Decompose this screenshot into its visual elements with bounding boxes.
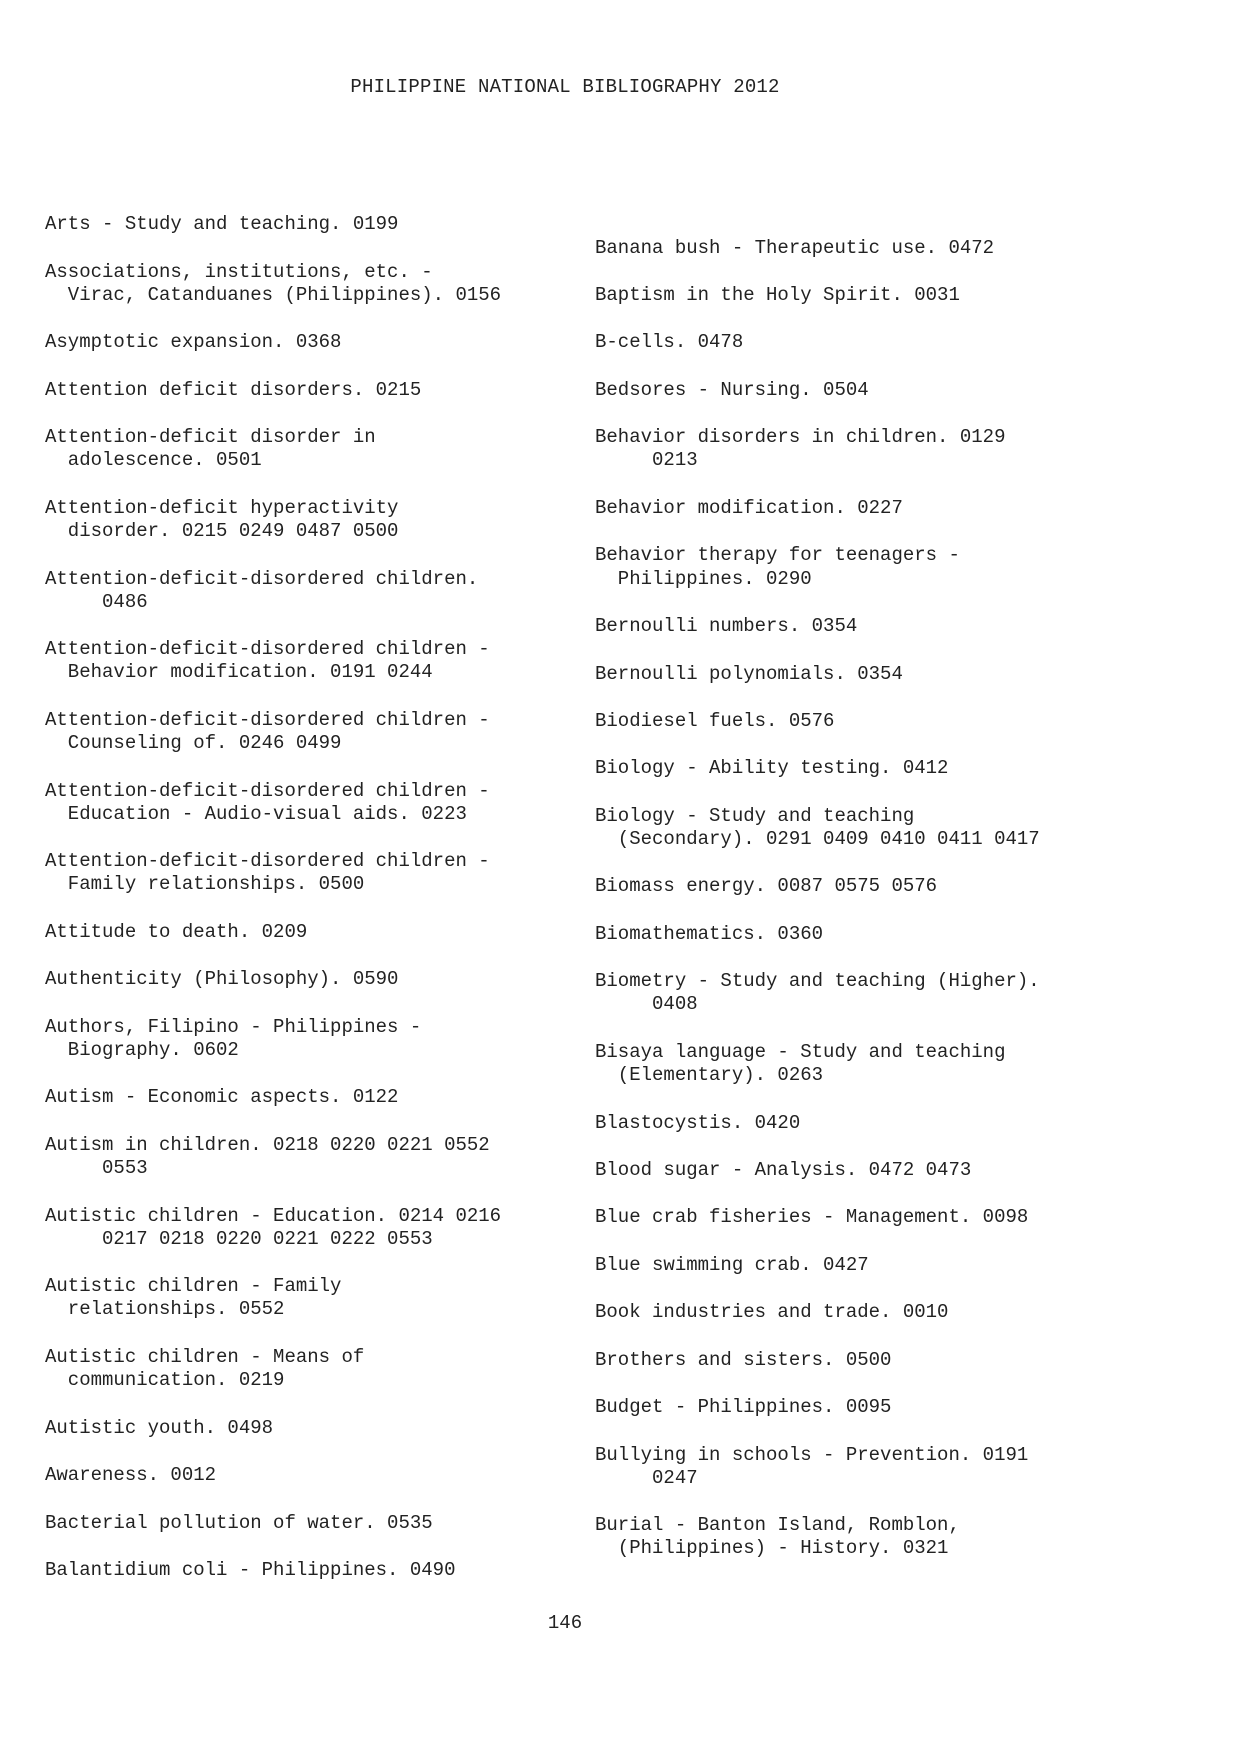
index-line: adolescence. 0501 — [45, 449, 262, 471]
index-line: 0247 — [595, 1467, 698, 1489]
index-line: Behavior disorders in children. 0129 — [595, 426, 1006, 448]
index-line: Asymptotic expansion. 0368 — [45, 331, 342, 353]
index-line: B-cells. 0478 — [595, 331, 744, 353]
index-line: Attention deficit disorders. 0215 — [45, 379, 422, 401]
index-line: Virac, Catanduanes (Philippines). 0156 — [45, 284, 502, 306]
index-line: Behavior modification. 0227 — [595, 497, 903, 519]
index-line: Bedsores - Nursing. 0504 — [595, 379, 869, 401]
index-line: Blastocystis. 0420 — [595, 1112, 801, 1134]
index-line: Bernoulli numbers. 0354 — [595, 615, 858, 637]
index-line: 0486 — [45, 591, 148, 613]
page-title: PHILIPPINE NATIONAL BIBLIOGRAPHY 2012 — [350, 76, 780, 98]
index-line: Banana bush - Therapeutic use. 0472 — [595, 237, 995, 259]
index-line: Behavior modification. 0191 0244 — [45, 661, 433, 683]
index-line: Autistic children - Means of — [45, 1346, 365, 1368]
index-line: Counseling of. 0246 0499 — [45, 732, 342, 754]
index-line: Balantidium coli - Philippines. 0490 — [45, 1559, 456, 1581]
index-line: Behavior therapy for teenagers - — [595, 544, 960, 566]
index-line: Bullying in schools - Prevention. 0191 — [595, 1444, 1029, 1466]
page-number: 146 — [547, 1612, 583, 1634]
index-line: Burial - Banton Island, Romblon, — [595, 1514, 960, 1536]
index-line: Authors, Filipino - Philippines - — [45, 1016, 422, 1038]
index-line: Bacterial pollution of water. 0535 — [45, 1512, 433, 1534]
index-line: relationships. 0552 — [45, 1298, 285, 1320]
index-line: Biography. 0602 — [45, 1039, 239, 1061]
index-line: Attention-deficit-disordered children - — [45, 709, 490, 731]
index-line: Autistic children - Education. 0214 0216 — [45, 1205, 502, 1227]
index-line: (Elementary). 0263 — [595, 1064, 824, 1086]
index-line: Attention-deficit-disordered children - — [45, 638, 490, 660]
index-line: Autism in children. 0218 0220 0221 0552 — [45, 1134, 490, 1156]
index-line: Attention-deficit disorder in — [45, 426, 376, 448]
index-line: Autistic children - Family — [45, 1275, 342, 1297]
index-line: Philippines. 0290 — [595, 568, 812, 590]
index-line: 0408 — [595, 993, 698, 1015]
index-line: Attention-deficit-disordered children - — [45, 780, 490, 802]
index-line: Biomass energy. 0087 0575 0576 — [595, 875, 938, 897]
index-line: Bisaya language - Study and teaching — [595, 1041, 1006, 1063]
index-line: Attention-deficit hyperactivity — [45, 497, 399, 519]
index-line: 0553 — [45, 1157, 148, 1179]
index-line: Brothers and sisters. 0500 — [595, 1349, 892, 1371]
index-line: Book industries and trade. 0010 — [595, 1301, 949, 1323]
index-line: Family relationships. 0500 — [45, 873, 365, 895]
index-line: Authenticity (Philosophy). 0590 — [45, 968, 399, 990]
index-line: communication. 0219 — [45, 1369, 285, 1391]
index-line: Blood sugar - Analysis. 0472 0473 — [595, 1159, 972, 1181]
index-line: Blue crab fisheries - Management. 0098 — [595, 1206, 1029, 1228]
index-line: Autism - Economic aspects. 0122 — [45, 1086, 399, 1108]
index-line: Biology - Ability testing. 0412 — [595, 757, 949, 779]
index-line: (Secondary). 0291 0409 0410 0411 0417 — [595, 828, 1040, 850]
index-line: Biomathematics. 0360 — [595, 923, 824, 945]
index-line: Baptism in the Holy Spirit. 0031 — [595, 284, 960, 306]
index-line: Blue swimming crab. 0427 — [595, 1254, 869, 1276]
index-line: Attention-deficit-disordered children - — [45, 850, 490, 872]
index-line: Arts - Study and teaching. 0199 — [45, 213, 399, 235]
index-line: Biometry - Study and teaching (Higher). — [595, 970, 1040, 992]
index-line: 0217 0218 0220 0221 0222 0553 — [45, 1228, 433, 1250]
index-line: Biology - Study and teaching — [595, 805, 915, 827]
index-line: Biodiesel fuels. 0576 — [595, 710, 835, 732]
index-line: 0213 — [595, 449, 698, 471]
index-line: Budget - Philippines. 0095 — [595, 1396, 892, 1418]
index-line: Education - Audio-visual aids. 0223 — [45, 803, 467, 825]
index-line: Associations, institutions, etc. - — [45, 261, 433, 283]
index-line: Awareness. 0012 — [45, 1464, 217, 1486]
index-line: Attention-deficit-disordered children. — [45, 568, 479, 590]
index-line: Bernoulli polynomials. 0354 — [595, 663, 903, 685]
index-line: Autistic youth. 0498 — [45, 1417, 274, 1439]
index-line: disorder. 0215 0249 0487 0500 — [45, 520, 399, 542]
index-line: (Philippines) - History. 0321 — [595, 1537, 949, 1559]
index-line: Attitude to death. 0209 — [45, 921, 308, 943]
